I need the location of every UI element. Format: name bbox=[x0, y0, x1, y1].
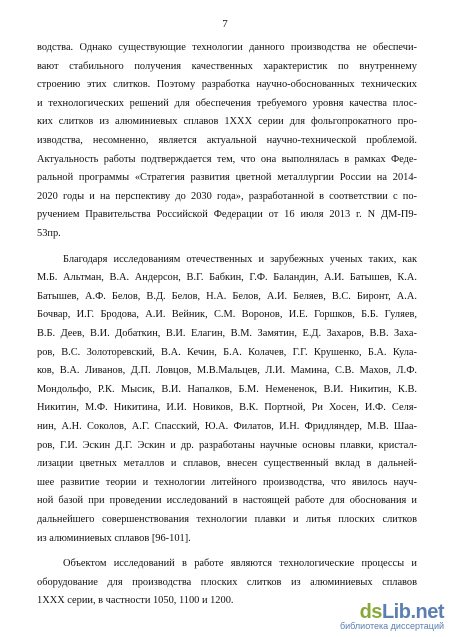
text-line: М.Б. Альтман, В.А. Андерсон, В.Г. Бабкин, Г.Ф. Баландин, А.И. Батышев, К.А. bbox=[37, 272, 417, 284]
text-line: ров, Г.И. Эскин Д.Г. Эскин и др. разработаны научные основы плавки, кристал- bbox=[37, 439, 417, 451]
text-line: В.Б. Деев, В.И. Добаткин, В.И. Елагин, В.М. Замятин, Е.Д. Захаров, В.В. Заха- bbox=[37, 328, 417, 339]
text-line: Бочвар, И.Г. Бродова, А.И. Вейник, С.М. Воронов, И.Е. Горшков, Б.Б. Гуляев, bbox=[37, 309, 417, 321]
watermark-subtitle: библиотека диссертаций bbox=[339, 621, 444, 631]
text-line: Батышев, А.Ф. Белов, В.Д. Белов, Н.А. Белов, А.И. Беляев, В.С. Биронт, А.А. bbox=[37, 290, 417, 302]
text-line: ков, В.А. Ливанов, Д.П. Ловцов, М.В.Мальцев, Л.И. Мамина, С.В. Махов, Л.Ф. bbox=[37, 365, 417, 377]
text-line: 53пр. bbox=[37, 228, 61, 239]
text-line: ной базой при проведении исследований в настоящей работе для обоснования и bbox=[37, 495, 417, 507]
text-line: 1XXX серии, в частности 1050, 1100 и 1200. bbox=[37, 595, 234, 607]
text-line: изводства, несомненно, является актуальной научно-технической проблемой. bbox=[37, 135, 417, 146]
dslib-watermark bbox=[334, 601, 444, 633]
text-line: и технологических решений для обеспечения требуемого уровня качества плос- bbox=[37, 97, 417, 109]
page-number: 7 bbox=[222, 18, 228, 30]
text-line: ручением Правительства Российской Федерации от 16 июля 2013 г. N ДМ-П9- bbox=[37, 209, 417, 221]
text-line: Никитин, М.Ф. Никитина, И.И. Новиков, В.К. Портной, Ри Хосен, И.Ф. Селя- bbox=[37, 402, 417, 414]
text-line: нин, А.Н. Соколов, А.Г. Спасский, Ю.А. Филатов, И.Н. Фридляндер, М.В. Шаа- bbox=[37, 421, 417, 432]
text-line: дальнейшего совершенствования технологии плавки и литья плоских слитков bbox=[37, 514, 417, 525]
text-line: строению этих слитков. Поэтому разработка научно-обоснованных технических bbox=[37, 79, 417, 91]
paragraph-start-line: Объектом исследований в работе являются технологические процессы и bbox=[63, 558, 417, 570]
text-line: лизации цветных металлов и сплавов, внесен существенный вклад в дальней- bbox=[37, 458, 417, 470]
text-line: шее развитие теории и технологии литейного производства, что явилось науч- bbox=[37, 476, 417, 488]
text-line: Актуальность работы подтверждается тем, что она выполнялась в рамках Феде- bbox=[37, 153, 417, 165]
text-line: ров, В.С. Золоторевский, В.А. Кечин, Б.А. Колачев, Г.Г. Крушенко, Б.А. Кула- bbox=[37, 346, 417, 358]
paragraph-start-line: Благодаря исследованиям отечественных и зарубежных ученых таких, как bbox=[63, 253, 417, 265]
text-line: 2020 годы и на перспективу до 2030 года», разработанной в соответствии с по- bbox=[37, 190, 417, 202]
dslib-logo: dsLib.net bbox=[359, 601, 444, 623]
text-line: Мондольфо, Р.К. Мысик, В.И. Напалков, Б.М. Немененок, В.И. Никитин, К.В. bbox=[37, 383, 417, 395]
text-line: ких слитков из алюминиевых сплавов 1XXX серии для фольгопрокатного про- bbox=[37, 116, 417, 128]
text-line: из алюминиевых сплавов [96-101]. bbox=[37, 532, 191, 544]
text-line: ральной программы «Стратегия развития цветной металлургии России на 2014- bbox=[37, 172, 417, 184]
text-line: вают стабильного получения качественных характеристик по внутреннему bbox=[37, 60, 417, 72]
text-line: водства. Однако существующие технологии данного производства не обеспечи- bbox=[37, 42, 417, 53]
text-line: оборудование для производства плоских слитков из алюминиевых сплавов bbox=[37, 576, 417, 588]
